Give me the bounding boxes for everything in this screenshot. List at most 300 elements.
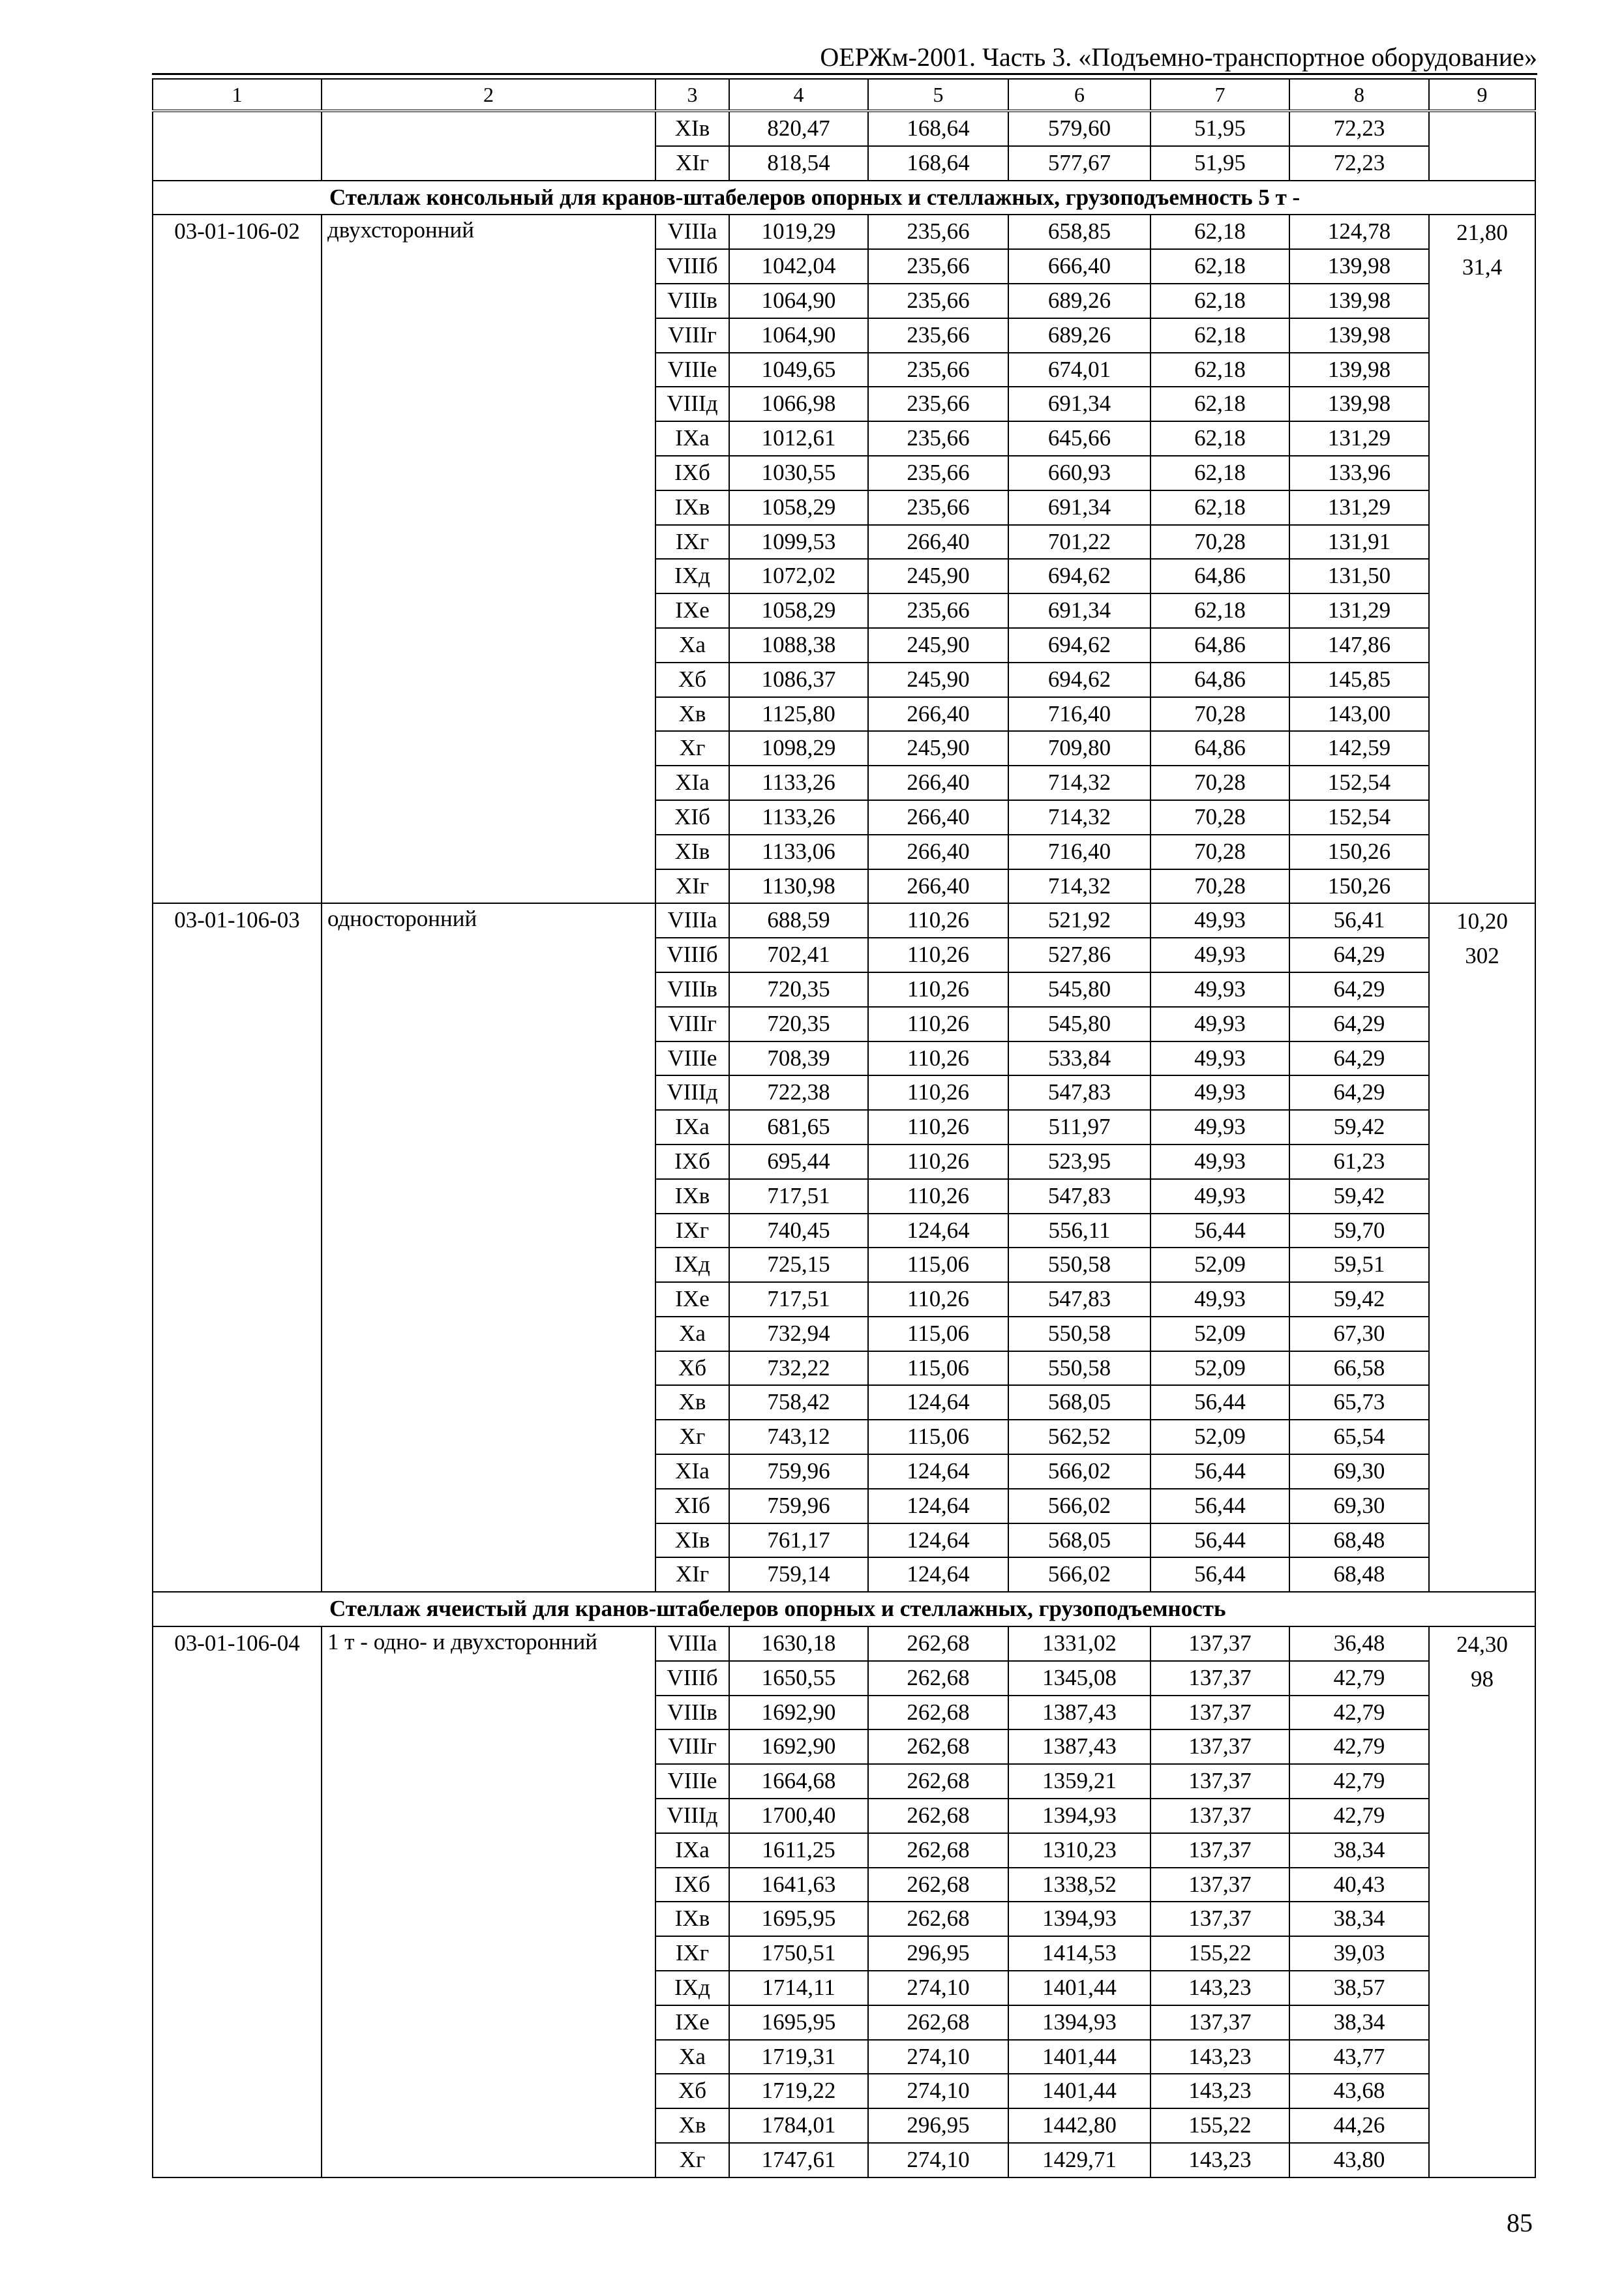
extra-value: 10,20 <box>1456 908 1508 935</box>
extra-values-cell <box>1429 111 1535 181</box>
value-cell: 511,97 <box>1008 1110 1150 1144</box>
value-cell: 1072,02 <box>729 559 868 593</box>
value-cell: 1042,04 <box>729 249 868 284</box>
zone-cell: IXб <box>655 1868 729 1902</box>
value-cell: 266,40 <box>868 869 1008 904</box>
value-cell: 1066,98 <box>729 387 868 421</box>
header-rule <box>152 73 1537 75</box>
value-cell: 1664,68 <box>729 1764 868 1799</box>
extra-value: 24,30 <box>1456 1632 1508 1658</box>
value-cell: 547,83 <box>1008 1282 1150 1317</box>
value-cell: 1387,43 <box>1008 1729 1150 1764</box>
zone-cell: VIIIв <box>655 284 729 318</box>
value-cell: 296,95 <box>868 1936 1008 1971</box>
value-cell: 674,01 <box>1008 353 1150 387</box>
value-cell: 235,66 <box>868 215 1008 249</box>
zone-cell: VIIIд <box>655 1075 729 1110</box>
value-cell: 235,66 <box>868 353 1008 387</box>
value-cell: 59,42 <box>1289 1110 1429 1144</box>
zone-cell: VIIIе <box>655 1764 729 1799</box>
value-cell: 38,57 <box>1289 1971 1429 2005</box>
value-cell: 143,00 <box>1289 697 1429 732</box>
value-cell: 694,62 <box>1008 559 1150 593</box>
extra-value: 98 <box>1471 1666 1494 1692</box>
value-cell: 137,37 <box>1150 1833 1289 1868</box>
zone-cell: VIIIе <box>655 1041 729 1076</box>
value-cell: 62,18 <box>1150 353 1289 387</box>
zone-cell: XIа <box>655 766 729 800</box>
value-cell: 262,68 <box>868 2005 1008 2040</box>
value-cell: 42,79 <box>1289 1799 1429 1833</box>
value-cell: 716,40 <box>1008 697 1150 732</box>
column-header: 4 <box>729 79 868 111</box>
value-cell: 262,68 <box>868 1696 1008 1730</box>
value-cell: 64,29 <box>1289 972 1429 1007</box>
value-cell: 52,09 <box>1150 1248 1289 1282</box>
value-cell: 62,18 <box>1150 456 1289 490</box>
zone-cell: IXг <box>655 1936 729 1971</box>
value-cell: 110,26 <box>868 1007 1008 1041</box>
value-cell: 40,43 <box>1289 1868 1429 1902</box>
value-cell: 139,98 <box>1289 387 1429 421</box>
value-cell: 550,58 <box>1008 1317 1150 1351</box>
document-header-title: ОЕРЖм-2001. Часть 3. «Подъемно-транспортное оборудование» <box>820 42 1537 72</box>
value-cell: 131,29 <box>1289 421 1429 456</box>
value-cell: 49,93 <box>1150 1179 1289 1214</box>
value-cell: 1058,29 <box>729 490 868 525</box>
value-cell: 732,94 <box>729 1317 868 1351</box>
value-cell: 38,34 <box>1289 1833 1429 1868</box>
zone-cell: VIIIа <box>655 1626 729 1661</box>
value-cell: 137,37 <box>1150 2005 1289 2040</box>
zone-cell: XIв <box>655 1523 729 1558</box>
value-cell: 168,64 <box>868 146 1008 181</box>
value-cell: 49,93 <box>1150 938 1289 972</box>
value-cell: 545,80 <box>1008 972 1150 1007</box>
value-cell: 49,93 <box>1150 903 1289 938</box>
value-cell: 147,86 <box>1289 628 1429 663</box>
value-cell: 681,65 <box>729 1110 868 1144</box>
value-cell: 137,37 <box>1150 1626 1289 1661</box>
value-cell: 115,06 <box>868 1248 1008 1282</box>
value-cell: 1133,06 <box>729 835 868 869</box>
value-cell: 137,37 <box>1150 1868 1289 1902</box>
value-cell: 714,32 <box>1008 766 1150 800</box>
page-number: 85 <box>1507 2208 1533 2237</box>
value-cell: 42,79 <box>1289 1729 1429 1764</box>
rate-code: 03-01-106-02 <box>153 215 322 903</box>
zone-cell: Xг <box>655 731 729 766</box>
value-cell: 64,86 <box>1150 628 1289 663</box>
value-cell: 43,68 <box>1289 2074 1429 2108</box>
value-cell: 64,86 <box>1150 559 1289 593</box>
value-cell: 72,23 <box>1289 146 1429 181</box>
value-cell: 550,58 <box>1008 1248 1150 1282</box>
zone-cell: IXв <box>655 1902 729 1936</box>
value-cell: 1692,90 <box>729 1696 868 1730</box>
extra-value: 21,80 <box>1456 220 1508 246</box>
section-heading-row <box>153 181 1535 215</box>
extra-value: 302 <box>1465 943 1499 969</box>
value-cell: 68,48 <box>1289 1557 1429 1592</box>
value-cell: 38,34 <box>1289 2005 1429 2040</box>
extra-values-cell <box>1429 903 1535 1592</box>
value-cell: 155,22 <box>1150 2108 1289 2143</box>
value-cell: 274,10 <box>868 2074 1008 2108</box>
value-cell: 758,42 <box>729 1385 868 1420</box>
value-cell: 62,18 <box>1150 249 1289 284</box>
value-cell: 64,86 <box>1150 663 1289 697</box>
value-cell: 49,93 <box>1150 1007 1289 1041</box>
value-cell: 714,32 <box>1008 800 1150 835</box>
column-number-row <box>153 79 1535 111</box>
value-cell: 49,93 <box>1150 1110 1289 1144</box>
value-cell: 124,78 <box>1289 215 1429 249</box>
value-cell: 139,98 <box>1289 284 1429 318</box>
value-cell: 1719,22 <box>729 2074 868 2108</box>
value-cell: 70,28 <box>1150 697 1289 732</box>
zone-cell: IXе <box>655 2005 729 2040</box>
zone-cell: IXб <box>655 456 729 490</box>
value-cell: 658,85 <box>1008 215 1150 249</box>
value-cell: 110,26 <box>868 1179 1008 1214</box>
value-cell: 266,40 <box>868 766 1008 800</box>
value-cell: 1750,51 <box>729 1936 868 1971</box>
value-cell: 62,18 <box>1150 215 1289 249</box>
value-cell: 68,48 <box>1289 1523 1429 1558</box>
value-cell: 566,02 <box>1008 1489 1150 1523</box>
value-cell: 1125,80 <box>729 697 868 732</box>
value-cell: 69,30 <box>1289 1454 1429 1489</box>
value-cell: 143,23 <box>1150 2143 1289 2177</box>
value-cell: 62,18 <box>1150 284 1289 318</box>
value-cell: 131,91 <box>1289 525 1429 560</box>
value-cell: 1086,37 <box>729 663 868 697</box>
value-cell: 266,40 <box>868 697 1008 732</box>
value-cell: 759,14 <box>729 1557 868 1592</box>
value-cell: 62,18 <box>1150 318 1289 353</box>
value-cell: 137,37 <box>1150 1661 1289 1696</box>
value-cell: 1401,44 <box>1008 1971 1150 2005</box>
value-cell: 64,29 <box>1289 938 1429 972</box>
section-heading: Стеллаж консольный для кранов-штабелеров опорных и стеллажных, грузоподъемность 5 т - <box>153 181 1535 215</box>
value-cell: 124,64 <box>868 1385 1008 1420</box>
value-cell: 1442,80 <box>1008 2108 1150 2143</box>
zone-cell: VIIIб <box>655 1661 729 1696</box>
value-cell: 274,10 <box>868 2143 1008 2177</box>
value-cell: 521,92 <box>1008 903 1150 938</box>
value-cell: 115,06 <box>868 1351 1008 1386</box>
value-cell: 65,54 <box>1289 1420 1429 1454</box>
zone-cell: XIв <box>655 111 729 146</box>
value-cell: 145,85 <box>1289 663 1429 697</box>
zone-cell: IXв <box>655 490 729 525</box>
value-cell: 235,66 <box>868 249 1008 284</box>
zone-cell: Xб <box>655 663 729 697</box>
column-header: 8 <box>1289 79 1429 111</box>
value-cell: 714,32 <box>1008 869 1150 904</box>
value-cell: 137,37 <box>1150 1729 1289 1764</box>
value-cell: 262,68 <box>868 1626 1008 1661</box>
value-cell: 56,41 <box>1289 903 1429 938</box>
value-cell: 62,18 <box>1150 593 1289 628</box>
value-cell: 1019,29 <box>729 215 868 249</box>
value-cell: 1747,61 <box>729 2143 868 2177</box>
zone-cell: VIIIв <box>655 972 729 1007</box>
value-cell: 1345,08 <box>1008 1661 1150 1696</box>
value-cell: 1394,93 <box>1008 1902 1150 1936</box>
value-cell: 820,47 <box>729 111 868 146</box>
value-cell: 691,34 <box>1008 593 1150 628</box>
value-cell: 1394,93 <box>1008 1799 1150 1833</box>
value-cell: 137,37 <box>1150 1799 1289 1833</box>
value-cell: 235,66 <box>868 284 1008 318</box>
value-cell: 547,83 <box>1008 1075 1150 1110</box>
value-cell: 110,26 <box>868 1075 1008 1110</box>
zone-cell: IXе <box>655 593 729 628</box>
value-cell: 66,58 <box>1289 1351 1429 1386</box>
value-cell: 64,29 <box>1289 1007 1429 1041</box>
value-cell: 49,93 <box>1150 1282 1289 1317</box>
section-heading-row <box>153 1592 1535 1626</box>
value-cell: 49,93 <box>1150 1041 1289 1076</box>
value-cell: 759,96 <box>729 1489 868 1523</box>
value-cell: 568,05 <box>1008 1385 1150 1420</box>
value-cell: 235,66 <box>868 387 1008 421</box>
value-cell: 660,93 <box>1008 456 1150 490</box>
zone-cell: XIг <box>655 869 729 904</box>
value-cell: 645,66 <box>1008 421 1150 456</box>
value-cell: 1133,26 <box>729 766 868 800</box>
value-cell: 717,51 <box>729 1179 868 1214</box>
zone-cell: VIIIг <box>655 1729 729 1764</box>
value-cell: 115,06 <box>868 1317 1008 1351</box>
value-cell: 110,26 <box>868 1282 1008 1317</box>
table-row <box>153 111 1535 146</box>
table-row <box>153 1626 1535 1661</box>
zone-cell: IXа <box>655 1833 729 1868</box>
zone-cell: IXа <box>655 1110 729 1144</box>
value-cell: 42,79 <box>1289 1696 1429 1730</box>
value-cell: 527,86 <box>1008 938 1150 972</box>
zone-cell: VIIIг <box>655 1007 729 1041</box>
zone-cell: Xа <box>655 628 729 663</box>
value-cell: 566,02 <box>1008 1557 1150 1592</box>
table-body <box>153 111 1535 2177</box>
value-cell: 70,28 <box>1150 869 1289 904</box>
value-cell: 62,18 <box>1150 490 1289 525</box>
value-cell: 110,26 <box>868 1144 1008 1179</box>
value-cell: 568,05 <box>1008 1523 1150 1558</box>
value-cell: 720,35 <box>729 1007 868 1041</box>
zone-cell: Xв <box>655 697 729 732</box>
value-cell: 691,34 <box>1008 387 1150 421</box>
zone-cell: VIIIб <box>655 249 729 284</box>
value-cell: 688,59 <box>729 903 868 938</box>
value-cell: 1058,29 <box>729 593 868 628</box>
value-cell: 702,41 <box>729 938 868 972</box>
value-cell: 110,26 <box>868 903 1008 938</box>
value-cell: 143,23 <box>1150 2040 1289 2074</box>
value-cell: 1611,25 <box>729 1833 868 1868</box>
value-cell: 1714,11 <box>729 1971 868 2005</box>
value-cell: 266,40 <box>868 835 1008 869</box>
value-cell: 1310,23 <box>1008 1833 1150 1868</box>
value-cell: 110,26 <box>868 1110 1008 1144</box>
value-cell: 1331,02 <box>1008 1626 1150 1661</box>
value-cell: 262,68 <box>868 1764 1008 1799</box>
value-cell: 245,90 <box>868 559 1008 593</box>
value-cell: 56,44 <box>1150 1557 1289 1592</box>
value-cell: 1719,31 <box>729 2040 868 2074</box>
value-cell: 709,80 <box>1008 731 1150 766</box>
value-cell: 579,60 <box>1008 111 1150 146</box>
column-header: 9 <box>1429 79 1535 111</box>
zone-cell: VIIIд <box>655 1799 729 1833</box>
value-cell: 70,28 <box>1150 525 1289 560</box>
value-cell: 759,96 <box>729 1454 868 1489</box>
rate-code <box>153 111 322 181</box>
value-cell: 262,68 <box>868 1661 1008 1696</box>
value-cell: 1064,90 <box>729 318 868 353</box>
value-cell: 1695,95 <box>729 2005 868 2040</box>
zone-cell: Xг <box>655 1420 729 1454</box>
column-header: 7 <box>1150 79 1289 111</box>
value-cell: 124,64 <box>868 1214 1008 1248</box>
value-cell: 70,28 <box>1150 835 1289 869</box>
value-cell: 137,37 <box>1150 1696 1289 1730</box>
zone-cell: Xб <box>655 2074 729 2108</box>
value-cell: 110,26 <box>868 1041 1008 1076</box>
zone-cell: Xв <box>655 2108 729 2143</box>
value-cell: 152,54 <box>1289 800 1429 835</box>
zone-cell: Xб <box>655 1351 729 1386</box>
value-cell: 1387,43 <box>1008 1696 1150 1730</box>
value-cell: 52,09 <box>1150 1420 1289 1454</box>
value-cell: 150,26 <box>1289 835 1429 869</box>
value-cell: 523,95 <box>1008 1144 1150 1179</box>
value-cell: 235,66 <box>868 490 1008 525</box>
value-cell: 1133,26 <box>729 800 868 835</box>
value-cell: 1359,21 <box>1008 1764 1150 1799</box>
value-cell: 49,93 <box>1150 1075 1289 1110</box>
zone-cell: Xг <box>655 2143 729 2177</box>
zone-cell: IXб <box>655 1144 729 1179</box>
value-cell: 689,26 <box>1008 284 1150 318</box>
value-cell: 761,17 <box>729 1523 868 1558</box>
value-cell: 59,42 <box>1289 1179 1429 1214</box>
value-cell: 262,68 <box>868 1868 1008 1902</box>
value-cell: 131,29 <box>1289 490 1429 525</box>
value-cell: 701,22 <box>1008 525 1150 560</box>
item-name <box>322 111 655 181</box>
table-row <box>153 903 1535 938</box>
value-cell: 139,98 <box>1289 353 1429 387</box>
value-cell: 1700,40 <box>729 1799 868 1833</box>
value-cell: 1641,63 <box>729 1868 868 1902</box>
value-cell: 1030,55 <box>729 456 868 490</box>
value-cell: 72,23 <box>1289 111 1429 146</box>
value-cell: 56,44 <box>1150 1454 1289 1489</box>
zone-cell: XIб <box>655 1489 729 1523</box>
value-cell: 274,10 <box>868 2040 1008 2074</box>
value-cell: 262,68 <box>868 1799 1008 1833</box>
zone-cell: IXе <box>655 1282 729 1317</box>
value-cell: 262,68 <box>868 1833 1008 1868</box>
section-heading: Стеллаж ячеистый для кранов-штабелеров опорных и стеллажных, грузоподъемность <box>153 1592 1535 1626</box>
value-cell: 62,18 <box>1150 421 1289 456</box>
zone-cell: XIв <box>655 835 729 869</box>
value-cell: 124,64 <box>868 1489 1008 1523</box>
extra-values-cell <box>1429 215 1535 903</box>
value-cell: 131,50 <box>1289 559 1429 593</box>
value-cell: 62,18 <box>1150 387 1289 421</box>
zone-cell: VIIIа <box>655 903 729 938</box>
column-header: 1 <box>153 79 322 111</box>
value-cell: 1088,38 <box>729 628 868 663</box>
value-cell: 115,06 <box>868 1420 1008 1454</box>
zone-cell: XIг <box>655 1557 729 1592</box>
value-cell: 716,40 <box>1008 835 1150 869</box>
rate-code: 03-01-106-03 <box>153 903 322 1592</box>
value-cell: 1784,01 <box>729 2108 868 2143</box>
value-cell: 1401,44 <box>1008 2040 1150 2074</box>
value-cell: 1695,95 <box>729 1902 868 1936</box>
value-cell: 39,03 <box>1289 1936 1429 1971</box>
value-cell: 708,39 <box>729 1041 868 1076</box>
value-cell: 59,70 <box>1289 1214 1429 1248</box>
value-cell: 556,11 <box>1008 1214 1150 1248</box>
value-cell: 70,28 <box>1150 800 1289 835</box>
value-cell: 695,44 <box>729 1144 868 1179</box>
value-cell: 725,15 <box>729 1248 868 1282</box>
zone-cell: IXд <box>655 559 729 593</box>
zone-cell: IXа <box>655 421 729 456</box>
value-cell: 44,26 <box>1289 2108 1429 2143</box>
price-table <box>152 78 1536 2178</box>
value-cell: 67,30 <box>1289 1317 1429 1351</box>
item-name: односторонний <box>322 903 655 1592</box>
value-cell: 49,93 <box>1150 1144 1289 1179</box>
value-cell: 42,79 <box>1289 1764 1429 1799</box>
value-cell: 235,66 <box>868 456 1008 490</box>
zone-cell: XIг <box>655 146 729 181</box>
value-cell: 722,38 <box>729 1075 868 1110</box>
table-row <box>153 215 1535 249</box>
value-cell: 1630,18 <box>729 1626 868 1661</box>
value-cell: 51,95 <box>1150 146 1289 181</box>
extra-values-cell <box>1429 1626 1535 2177</box>
value-cell: 1692,90 <box>729 1729 868 1764</box>
item-name: 1 т - одно- и двухсторонний <box>322 1626 655 2177</box>
item-name: двухсторонний <box>322 215 655 903</box>
value-cell: 577,67 <box>1008 146 1150 181</box>
value-cell: 235,66 <box>868 421 1008 456</box>
zone-cell: Xв <box>655 1385 729 1420</box>
value-cell: 64,86 <box>1150 731 1289 766</box>
value-cell: 64,29 <box>1289 1075 1429 1110</box>
value-cell: 150,26 <box>1289 869 1429 904</box>
value-cell: 137,37 <box>1150 1764 1289 1799</box>
value-cell: 296,95 <box>868 2108 1008 2143</box>
zone-cell: IXг <box>655 525 729 560</box>
value-cell: 566,02 <box>1008 1454 1150 1489</box>
value-cell: 545,80 <box>1008 1007 1150 1041</box>
value-cell: 124,64 <box>868 1454 1008 1489</box>
value-cell: 245,90 <box>868 731 1008 766</box>
extra-value: 31,4 <box>1462 254 1503 280</box>
value-cell: 694,62 <box>1008 663 1150 697</box>
